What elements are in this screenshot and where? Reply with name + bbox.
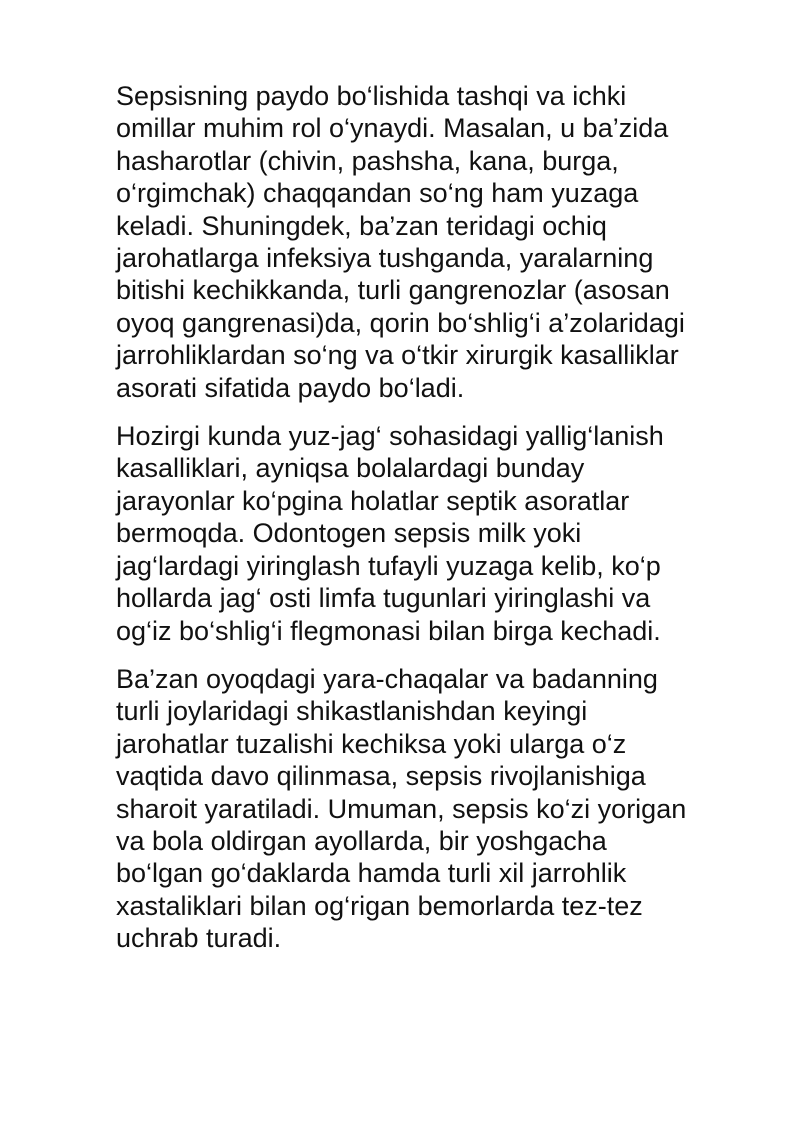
paragraph-line: Sepsisning paydo bo‘lishida tashqi va ichki bbox=[116, 81, 627, 111]
document-body bbox=[116, 80, 756, 955]
paragraph-line: omillar muhim rol o‘ynaydi. Masalan, u ba’zida bbox=[116, 113, 669, 144]
paragraph-line: bitishi kechikkanda, turli gangrenozlar (asosan bbox=[116, 275, 670, 306]
paragraph-1 bbox=[116, 80, 756, 404]
paragraph-line: sharoit yaratiladi. Umuman, sepsis ko‘zi yorigan bbox=[116, 793, 687, 824]
paragraph-line: kasalliklari, ayniqsa bolalardagi bunday bbox=[116, 453, 585, 484]
paragraph-line: jarrohliklardan so‘ng va o‘tkir xirurgik kasalliklar bbox=[116, 340, 679, 371]
paragraph-line: uchrab turadi. bbox=[116, 923, 282, 954]
paragraph-line: hasharotlar (chivin, pashsha, kana, burga, bbox=[116, 145, 619, 176]
paragraph-line: asorati sifatida paydo bo‘ladi. bbox=[116, 372, 465, 403]
paragraph-line: bo‘lgan go‘daklarda hamda turli xil jarrohlik bbox=[116, 858, 627, 889]
paragraph-line: og‘iz bo‘shlig‘i flegmonasi bilan birga kechadi. bbox=[116, 615, 661, 646]
paragraph-line: bermoqda. Odontogen sepsis milk yoki bbox=[116, 518, 582, 549]
paragraph-line: keladi. Shuningdek, ba’zan teridagi ochiq bbox=[116, 210, 607, 241]
paragraph-line: jarohatlar tuzalishi kechiksa yoki ularga o‘z bbox=[116, 728, 627, 759]
paragraph-3 bbox=[116, 663, 756, 955]
paragraph-line: hollarda jag‘ osti limfa tugunlari yiringlashi va bbox=[116, 583, 651, 614]
paragraph-2 bbox=[116, 420, 756, 647]
paragraph-line: xastaliklari bilan og‘rigan bemorlarda tez-tez bbox=[116, 890, 643, 921]
paragraph-line: jag‘lardagi yiringlash tufayli yuzaga kelib, ko‘p bbox=[116, 550, 661, 581]
paragraph-line: va bola oldirgan ayollarda, bir yoshgacha bbox=[116, 825, 607, 856]
paragraph-line: oyoq gangrenasi)da, qorin bo‘shlig‘i a’zolaridagi bbox=[116, 307, 685, 338]
paragraph-line: Hozirgi kunda yuz-jag‘ sohasidagi yallig‘lanish bbox=[116, 421, 664, 452]
paragraph-line: Ba’zan oyoqdagi yara-chaqalar va badanning bbox=[116, 663, 658, 694]
paragraph-line: o‘rgimchak) chaqqandan so‘ng ham yuzaga bbox=[116, 178, 639, 209]
paragraph-line: turli joylaridagi shikastlanishdan keyingi bbox=[116, 696, 588, 727]
paragraph-line: jarohatlarga infeksiya tushganda, yaralarning bbox=[116, 243, 654, 274]
paragraph-line: jarayonlar ko‘pgina holatlar septik asoratlar bbox=[116, 485, 630, 516]
paragraph-line: vaqtida davo qilinmasa, sepsis rivojlanishiga bbox=[116, 761, 646, 792]
